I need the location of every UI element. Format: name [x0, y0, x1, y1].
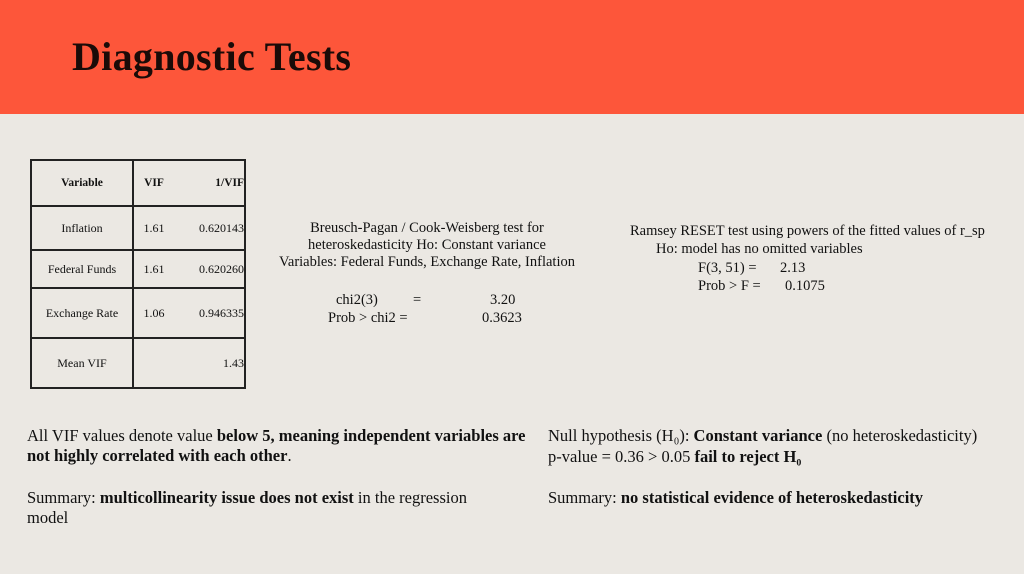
- header-inv-vif: 1/VIF: [174, 160, 245, 206]
- het-summary-a: Summary:: [548, 488, 621, 507]
- het-text-a: Null hypothesis (H₀):: [548, 426, 694, 445]
- vif-text-b: below 5, meaning independent variables are not highly correlated with each other: [27, 426, 526, 465]
- het-summary: [548, 488, 1008, 508]
- cell-variable: Exchange Rate: [31, 288, 133, 338]
- chi2-value: 3.20: [490, 292, 516, 308]
- table-row: [31, 206, 245, 250]
- cell-inv-vif: 0.946335: [174, 288, 245, 338]
- title-bar: [0, 0, 1024, 114]
- chi2-equals: =: [413, 292, 422, 308]
- cell-vif: 1.06: [133, 288, 174, 338]
- vif-summary-a: Summary:: [27, 488, 100, 507]
- mean-vif-value: 1.43: [174, 338, 245, 388]
- cell-variable: Inflation: [31, 206, 133, 250]
- f-stat-label: F(3, 51) =: [698, 260, 757, 276]
- page-title: Diagnostic Tests: [72, 34, 352, 79]
- het-text-b: Constant variance: [693, 426, 823, 445]
- prob-chi2-value: 0.3623: [482, 310, 522, 326]
- table-header-row: [31, 160, 245, 206]
- vif-table: [30, 159, 246, 389]
- vif-text-a: All VIF values denote value: [27, 426, 217, 445]
- cell-inv-vif: 0.620260: [174, 250, 245, 288]
- chi2-label: chi2(3): [336, 292, 378, 308]
- table-mean-row: [31, 338, 245, 388]
- prob-f-value: 0.1075: [785, 278, 825, 294]
- vif-interpretation: [27, 426, 527, 466]
- breusch-pagan-output: [266, 220, 588, 326]
- het-text-c: (no heteroskedasticity): [822, 426, 978, 445]
- het-pvalue: [548, 447, 1008, 467]
- mean-vif-label: Mean VIF: [31, 338, 133, 388]
- prob-f-label: Prob > F =: [698, 278, 761, 294]
- het-p-a: p-value = 0.36 > 0.05: [548, 447, 695, 466]
- vif-summary: [27, 488, 507, 528]
- header-variable: Variable: [31, 160, 133, 206]
- ramsey-line1: Ramsey RESET test using powers of the fitted values of r_sp: [630, 223, 985, 239]
- empty-cell: [133, 338, 174, 388]
- cell-variable: Federal Funds: [31, 250, 133, 288]
- vif-summary-c: in the regression model: [27, 488, 467, 527]
- table-row: [31, 288, 245, 338]
- table-row: [31, 250, 245, 288]
- cell-vif: 1.61: [133, 250, 174, 288]
- het-hypothesis: [548, 426, 1008, 446]
- het-summary-b: no statistical evidence of heteroskedasticity: [620, 488, 924, 507]
- cell-vif: 1.61: [133, 206, 174, 250]
- vif-summary-b: multicollinearity issue does not exist: [99, 488, 354, 507]
- f-stat-value: 2.13: [780, 260, 806, 276]
- prob-chi2-label: Prob > chi2 =: [328, 310, 408, 326]
- ramsey-line2: Ho: model has no omitted variables: [656, 241, 863, 257]
- vif-text-c: .: [287, 446, 292, 465]
- het-p-b: fail to reject H₀: [694, 447, 802, 466]
- bp-line2: heteroskedasticity Ho: Constant variance: [308, 237, 546, 253]
- cell-inv-vif: 0.620143: [174, 206, 245, 250]
- bp-line1: Breusch-Pagan / Cook-Weisberg test for: [310, 220, 544, 236]
- bp-line3: Variables: Federal Funds, Exchange Rate, Inflation: [279, 254, 575, 270]
- header-vif: VIF: [133, 160, 174, 206]
